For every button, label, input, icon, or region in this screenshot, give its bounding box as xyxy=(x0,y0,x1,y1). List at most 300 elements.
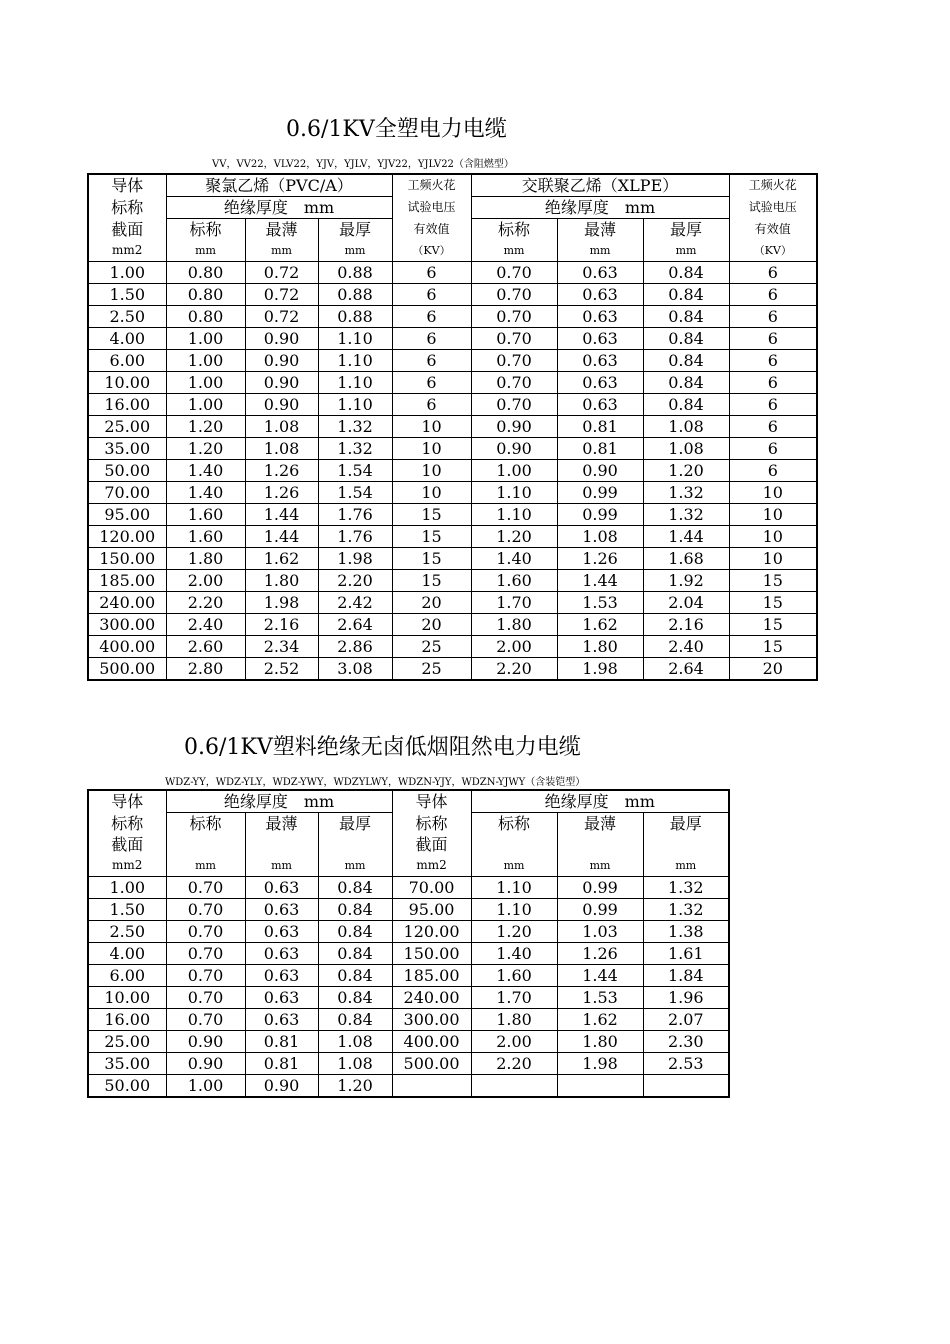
table-cell: 15 xyxy=(729,636,817,658)
table-cell: 0.63 xyxy=(245,899,318,921)
t2-head-unit: mm xyxy=(318,855,392,877)
table-cell: 6 xyxy=(392,262,471,284)
table-cell: 0.84 xyxy=(318,921,392,943)
table-cell: 25.00 xyxy=(88,1031,166,1053)
table2-subtitle: WDZ-YY，WDZ-YLY，WDZ-YWY，WDZYLWY，WDZN-YJY，WDZN-YJWY（含装铠型） xyxy=(165,777,586,788)
table-cell: 0.63 xyxy=(245,877,318,899)
t1-head-xlpe-insulation: 绝缘厚度 mm xyxy=(471,197,729,219)
table-cell: 0.84 xyxy=(318,877,392,899)
table-cell: 1.98 xyxy=(245,592,318,614)
table-cell: 300.00 xyxy=(88,614,166,636)
t2-head-thinnest-b: 最薄 xyxy=(557,813,643,835)
table-cell: 70.00 xyxy=(88,482,166,504)
table-cell: 0.70 xyxy=(471,394,557,416)
table-cell: 1.44 xyxy=(245,526,318,548)
table-cell: 0.63 xyxy=(245,987,318,1009)
table-cell: 1.26 xyxy=(245,460,318,482)
table-cell: 1.38 xyxy=(643,921,729,943)
table-cell: 15 xyxy=(392,570,471,592)
table-cell: 0.72 xyxy=(245,284,318,306)
table-cell: 150.00 xyxy=(88,548,166,570)
table-row xyxy=(88,899,729,921)
t2-head-blank xyxy=(471,834,557,855)
table-cell: 0.90 xyxy=(557,460,643,482)
t2-head-conductor-2: 截面 xyxy=(88,834,166,855)
table-cell: 1.80 xyxy=(245,570,318,592)
table-cell: 1.08 xyxy=(245,438,318,460)
table-row xyxy=(88,394,817,416)
table-cell: 1.10 xyxy=(471,877,557,899)
table-cell: 0.84 xyxy=(643,306,729,328)
table-cell: 95.00 xyxy=(392,899,471,921)
table-cell: 1.62 xyxy=(245,548,318,570)
table-cell: 2.80 xyxy=(166,658,245,681)
table-cell: 4.00 xyxy=(88,328,166,350)
table-cell: 0.81 xyxy=(557,438,643,460)
table-cell: 0.90 xyxy=(245,394,318,416)
table-cell: 25.00 xyxy=(88,416,166,438)
table-row xyxy=(88,1031,729,1053)
table-cell: 2.40 xyxy=(643,636,729,658)
table-cell: 1.10 xyxy=(318,394,392,416)
t1-head-test-voltage-3: （KV） xyxy=(392,240,471,262)
table-cell: 1.10 xyxy=(471,504,557,526)
t1-head-unit: mm xyxy=(166,240,245,262)
t2-head-conductor-2b: 截面 xyxy=(392,834,471,855)
table-row xyxy=(88,526,817,548)
table-cell: 1.26 xyxy=(245,482,318,504)
table-cell: 50.00 xyxy=(88,460,166,482)
table-cell: 1.98 xyxy=(557,658,643,681)
table-cell: 10 xyxy=(729,504,817,526)
table-cell: 1.60 xyxy=(166,504,245,526)
table-cell: 1.20 xyxy=(166,438,245,460)
table-cell: 400.00 xyxy=(392,1031,471,1053)
table-cell: 1.08 xyxy=(318,1053,392,1075)
table-cell: 0.70 xyxy=(166,1009,245,1031)
table-cell: 0.99 xyxy=(557,504,643,526)
table-cell: 6 xyxy=(729,394,817,416)
table-cell: 0.90 xyxy=(245,350,318,372)
table-cell: 2.16 xyxy=(643,614,729,636)
table-cell: 10 xyxy=(392,460,471,482)
table-cell: 6 xyxy=(729,306,817,328)
table-cell: 120.00 xyxy=(392,921,471,943)
t2-head-thinnest-a: 最薄 xyxy=(245,813,318,835)
table-cell: 0.90 xyxy=(245,328,318,350)
table-cell: 2.64 xyxy=(643,658,729,681)
table-row xyxy=(88,548,817,570)
table-row xyxy=(88,614,817,636)
t2-head-blank xyxy=(245,834,318,855)
table-cell: 1.26 xyxy=(557,943,643,965)
table-cell: 2.20 xyxy=(318,570,392,592)
table-cell: 1.00 xyxy=(471,460,557,482)
table-cell: 15 xyxy=(729,614,817,636)
table-row xyxy=(88,416,817,438)
table-cell: 0.63 xyxy=(245,921,318,943)
table-cell: 6.00 xyxy=(88,965,166,987)
t1-head-pvc-thickest: 最厚 xyxy=(318,219,392,241)
table-cell: 0.63 xyxy=(557,306,643,328)
table-cell: 2.34 xyxy=(245,636,318,658)
t1-head-unit: mm xyxy=(245,240,318,262)
table-cell: 0.84 xyxy=(318,899,392,921)
table-cell xyxy=(643,1075,729,1098)
table1-body xyxy=(88,262,817,681)
t2-head-blank xyxy=(166,834,245,855)
table-cell: 3.08 xyxy=(318,658,392,681)
table-cell: 2.86 xyxy=(318,636,392,658)
table-cell: 6 xyxy=(392,306,471,328)
table-cell: 0.84 xyxy=(643,262,729,284)
table-cell: 10 xyxy=(392,416,471,438)
table-cell: 1.53 xyxy=(557,987,643,1009)
table-cell: 0.72 xyxy=(245,306,318,328)
table-cell: 1.32 xyxy=(643,877,729,899)
table-cell: 6 xyxy=(729,372,817,394)
table-cell: 1.84 xyxy=(643,965,729,987)
table-cell: 1.40 xyxy=(166,482,245,504)
table1 xyxy=(87,173,818,681)
table-cell: 2.50 xyxy=(88,306,166,328)
table-cell: 0.63 xyxy=(245,965,318,987)
table-cell: 6 xyxy=(392,284,471,306)
table-row xyxy=(88,372,817,394)
table-cell: 1.08 xyxy=(557,526,643,548)
t2-head-thickest-b: 最厚 xyxy=(643,813,729,835)
table-cell: 6 xyxy=(729,350,817,372)
table-cell: 10 xyxy=(729,526,817,548)
table-cell: 0.70 xyxy=(166,921,245,943)
table-cell: 0.81 xyxy=(557,416,643,438)
table-cell: 1.70 xyxy=(471,592,557,614)
table-cell: 0.70 xyxy=(471,262,557,284)
table-cell: 0.99 xyxy=(557,877,643,899)
table-cell: 1.98 xyxy=(557,1053,643,1075)
table-cell: 120.00 xyxy=(88,526,166,548)
table-cell: 0.70 xyxy=(471,350,557,372)
table-cell: 2.00 xyxy=(166,570,245,592)
table-cell: 1.98 xyxy=(318,548,392,570)
t2-head-insulation-b: 绝缘厚度 mm xyxy=(471,790,729,813)
table-row xyxy=(88,438,817,460)
table-cell: 1.92 xyxy=(643,570,729,592)
table-cell: 1.08 xyxy=(245,416,318,438)
table-cell: 16.00 xyxy=(88,394,166,416)
table-cell: 0.81 xyxy=(245,1053,318,1075)
table-cell: 6 xyxy=(392,394,471,416)
table-cell: 1.10 xyxy=(318,372,392,394)
t1-head-xlpe-thickest: 最厚 xyxy=(643,219,729,241)
table-row xyxy=(88,1075,729,1098)
table-cell: 0.90 xyxy=(471,416,557,438)
table-cell: 0.84 xyxy=(643,328,729,350)
table-cell: 1.20 xyxy=(166,416,245,438)
table-cell: 1.76 xyxy=(318,504,392,526)
table-cell: 0.84 xyxy=(318,965,392,987)
t1-head-conductor-0: 导体 xyxy=(88,174,166,197)
table-cell: 25 xyxy=(392,636,471,658)
t2-head-blank xyxy=(318,834,392,855)
table-cell: 6 xyxy=(392,350,471,372)
t2-head-nominal-a: 标称 xyxy=(166,813,245,835)
table-cell: 1.54 xyxy=(318,460,392,482)
table-cell: 2.50 xyxy=(88,921,166,943)
t1-head-xlpe-group: 交联聚乙烯（XLPE） xyxy=(471,174,729,197)
table-cell: 1.00 xyxy=(166,372,245,394)
table-cell: 0.70 xyxy=(166,877,245,899)
table-cell: 0.80 xyxy=(166,284,245,306)
t2-head-unit: mm xyxy=(471,855,557,877)
table-cell: 1.70 xyxy=(471,987,557,1009)
table-cell: 2.20 xyxy=(471,658,557,681)
table-cell: 2.20 xyxy=(471,1053,557,1075)
table-cell: 6 xyxy=(729,438,817,460)
t2-head-blank xyxy=(643,834,729,855)
t1-head-test-voltage-1b: 试验电压 xyxy=(729,197,817,219)
table-cell: 2.20 xyxy=(166,592,245,614)
table-cell: 1.80 xyxy=(557,1031,643,1053)
table-cell: 0.84 xyxy=(643,350,729,372)
table-cell: 1.60 xyxy=(166,526,245,548)
table-cell: 2.00 xyxy=(471,636,557,658)
table-cell: 1.10 xyxy=(318,350,392,372)
table-cell: 1.03 xyxy=(557,921,643,943)
table-cell: 6 xyxy=(392,328,471,350)
table-row xyxy=(88,592,817,614)
table-cell: 0.63 xyxy=(557,328,643,350)
t2-head-unit: mm xyxy=(166,855,245,877)
table-cell: 185.00 xyxy=(392,965,471,987)
table-cell: 35.00 xyxy=(88,1053,166,1075)
table-cell: 0.88 xyxy=(318,306,392,328)
table-cell: 0.63 xyxy=(557,350,643,372)
table-cell: 1.08 xyxy=(643,438,729,460)
table-cell: 10.00 xyxy=(88,372,166,394)
table-cell: 2.30 xyxy=(643,1031,729,1053)
table-cell: 500.00 xyxy=(88,658,166,681)
table-cell: 6 xyxy=(729,262,817,284)
table-cell: 1.20 xyxy=(471,921,557,943)
t1-head-xlpe-thinnest: 最薄 xyxy=(557,219,643,241)
table-cell: 0.63 xyxy=(245,1009,318,1031)
table-cell: 1.08 xyxy=(643,416,729,438)
table-cell: 0.70 xyxy=(471,372,557,394)
table-cell: 0.70 xyxy=(166,899,245,921)
t1-head-unit: mm xyxy=(643,240,729,262)
table-cell: 0.63 xyxy=(557,394,643,416)
table-cell: 1.40 xyxy=(471,943,557,965)
table-cell: 1.00 xyxy=(166,350,245,372)
table-cell: 15 xyxy=(392,548,471,570)
table-cell: 240.00 xyxy=(392,987,471,1009)
table-cell: 1.44 xyxy=(643,526,729,548)
table-cell: 1.32 xyxy=(318,416,392,438)
table-cell: 1.50 xyxy=(88,899,166,921)
table-cell: 150.00 xyxy=(392,943,471,965)
table-cell: 1.00 xyxy=(166,1075,245,1098)
table-cell xyxy=(557,1075,643,1098)
table-cell xyxy=(471,1075,557,1098)
t1-head-unit: mm xyxy=(318,240,392,262)
t1-head-pvc-group: 聚氯乙烯（PVC/A） xyxy=(166,174,392,197)
table-cell: 6 xyxy=(392,372,471,394)
table-cell: 2.64 xyxy=(318,614,392,636)
table-cell: 1.68 xyxy=(643,548,729,570)
table-cell: 20 xyxy=(392,592,471,614)
table-cell: 10.00 xyxy=(88,987,166,1009)
table-cell: 0.81 xyxy=(245,1031,318,1053)
t1-head-test-voltage-2: 有效值 xyxy=(392,219,471,241)
table-cell: 0.70 xyxy=(471,328,557,350)
t1-head-pvc-thinnest: 最薄 xyxy=(245,219,318,241)
table1-header xyxy=(88,174,817,262)
table-cell: 95.00 xyxy=(88,504,166,526)
t2-head-nominal-b: 标称 xyxy=(471,813,557,835)
table-cell: 1.44 xyxy=(245,504,318,526)
table-cell: 70.00 xyxy=(392,877,471,899)
table-cell: 185.00 xyxy=(88,570,166,592)
table2 xyxy=(87,789,730,1098)
table-cell: 1.62 xyxy=(557,1009,643,1031)
table-cell: 500.00 xyxy=(392,1053,471,1075)
table-cell: 4.00 xyxy=(88,943,166,965)
table-row xyxy=(88,1009,729,1031)
table1-subtitle: VV，VV22，VLV22，YJV，YJLV，YJV22，YJLV22（含阻燃型） xyxy=(212,159,514,170)
table-cell: 0.90 xyxy=(166,1031,245,1053)
table-cell: 0.63 xyxy=(557,262,643,284)
table-cell: 10 xyxy=(729,548,817,570)
table-row xyxy=(88,262,817,284)
table-cell: 0.84 xyxy=(318,1009,392,1031)
table-cell: 2.53 xyxy=(643,1053,729,1075)
t1-head-test-voltage-0b: 工频火花 xyxy=(729,174,817,197)
t2-head-conductor-3b: mm2 xyxy=(392,855,471,877)
table-cell: 1.26 xyxy=(557,548,643,570)
table-cell: 10 xyxy=(392,482,471,504)
table-cell: 1.00 xyxy=(166,394,245,416)
table-cell: 0.80 xyxy=(166,306,245,328)
table-cell: 300.00 xyxy=(392,1009,471,1031)
t1-head-test-voltage-1: 试验电压 xyxy=(392,197,471,219)
table-cell: 1.76 xyxy=(318,526,392,548)
t2-head-blank xyxy=(557,834,643,855)
t2-head-thickest-a: 最厚 xyxy=(318,813,392,835)
t1-head-conductor-2: 截面 xyxy=(88,219,166,241)
table-row xyxy=(88,965,729,987)
table2-body xyxy=(88,877,729,1098)
table-cell: 1.20 xyxy=(318,1075,392,1098)
table-cell: 0.70 xyxy=(166,965,245,987)
t1-head-unit: mm xyxy=(471,240,557,262)
table-cell: 0.80 xyxy=(166,262,245,284)
table-cell: 15 xyxy=(729,570,817,592)
table-cell: 0.84 xyxy=(643,372,729,394)
table-cell: 1.10 xyxy=(471,482,557,504)
t2-head-unit: mm xyxy=(245,855,318,877)
table-cell: 2.04 xyxy=(643,592,729,614)
table-cell: 0.84 xyxy=(643,394,729,416)
t1-head-test-voltage-2b: 有效值 xyxy=(729,219,817,241)
table-cell: 2.52 xyxy=(245,658,318,681)
table-cell: 1.61 xyxy=(643,943,729,965)
table-cell: 0.63 xyxy=(557,284,643,306)
table-cell: 1.00 xyxy=(166,328,245,350)
table-cell: 0.72 xyxy=(245,262,318,284)
table-row xyxy=(88,943,729,965)
table-cell: 1.32 xyxy=(643,899,729,921)
t2-head-unit: mm xyxy=(643,855,729,877)
t2-head-conductor-0b: 导体 xyxy=(392,790,471,813)
table-cell: 1.40 xyxy=(471,548,557,570)
t1-head-pvc-nominal: 标称 xyxy=(166,219,245,241)
table-cell: 2.60 xyxy=(166,636,245,658)
t2-head-conductor-1: 标称 xyxy=(88,813,166,835)
table-row xyxy=(88,350,817,372)
table-cell: 0.84 xyxy=(318,987,392,1009)
table1-title: 0.6/1KV全塑电力电缆 xyxy=(286,117,507,142)
table-row xyxy=(88,504,817,526)
table-cell: 0.70 xyxy=(471,284,557,306)
t1-head-pvc-insulation: 绝缘厚度 mm xyxy=(166,197,392,219)
table-cell: 1.62 xyxy=(557,614,643,636)
t1-head-test-voltage-3b: （KV） xyxy=(729,240,817,262)
table-cell: 0.84 xyxy=(318,943,392,965)
table-cell: 0.70 xyxy=(166,987,245,1009)
table-cell: 0.63 xyxy=(557,372,643,394)
table-cell: 1.60 xyxy=(471,965,557,987)
table-cell: 0.84 xyxy=(643,284,729,306)
table-cell: 15 xyxy=(392,504,471,526)
table-cell: 1.32 xyxy=(643,504,729,526)
table-cell: 10 xyxy=(392,438,471,460)
table-cell: 50.00 xyxy=(88,1075,166,1098)
table-row xyxy=(88,328,817,350)
table-row xyxy=(88,921,729,943)
table-row xyxy=(88,570,817,592)
table-cell: 1.96 xyxy=(643,987,729,1009)
table-cell xyxy=(392,1075,471,1098)
table-cell: 2.42 xyxy=(318,592,392,614)
table-cell: 1.80 xyxy=(557,636,643,658)
table-cell: 1.40 xyxy=(166,460,245,482)
table-cell: 400.00 xyxy=(88,636,166,658)
table-row xyxy=(88,482,817,504)
table-cell: 1.53 xyxy=(557,592,643,614)
table-cell: 1.08 xyxy=(318,1031,392,1053)
table-row xyxy=(88,877,729,899)
table-cell: 10 xyxy=(729,482,817,504)
t1-head-test-voltage-0: 工频火花 xyxy=(392,174,471,197)
table-cell: 2.00 xyxy=(471,1031,557,1053)
table-cell: 16.00 xyxy=(88,1009,166,1031)
table-cell: 0.90 xyxy=(245,372,318,394)
table-row xyxy=(88,658,817,681)
table2-header xyxy=(88,790,729,877)
table-row xyxy=(88,1053,729,1075)
table-cell: 1.00 xyxy=(88,877,166,899)
table-row xyxy=(88,284,817,306)
table-cell: 0.90 xyxy=(166,1053,245,1075)
table-cell: 1.54 xyxy=(318,482,392,504)
t1-head-conductor-3: mm2 xyxy=(88,240,166,262)
t2-head-conductor-0: 导体 xyxy=(88,790,166,813)
table-cell: 0.88 xyxy=(318,262,392,284)
table-cell: 0.70 xyxy=(166,943,245,965)
table-row xyxy=(88,987,729,1009)
table-cell: 1.10 xyxy=(471,899,557,921)
